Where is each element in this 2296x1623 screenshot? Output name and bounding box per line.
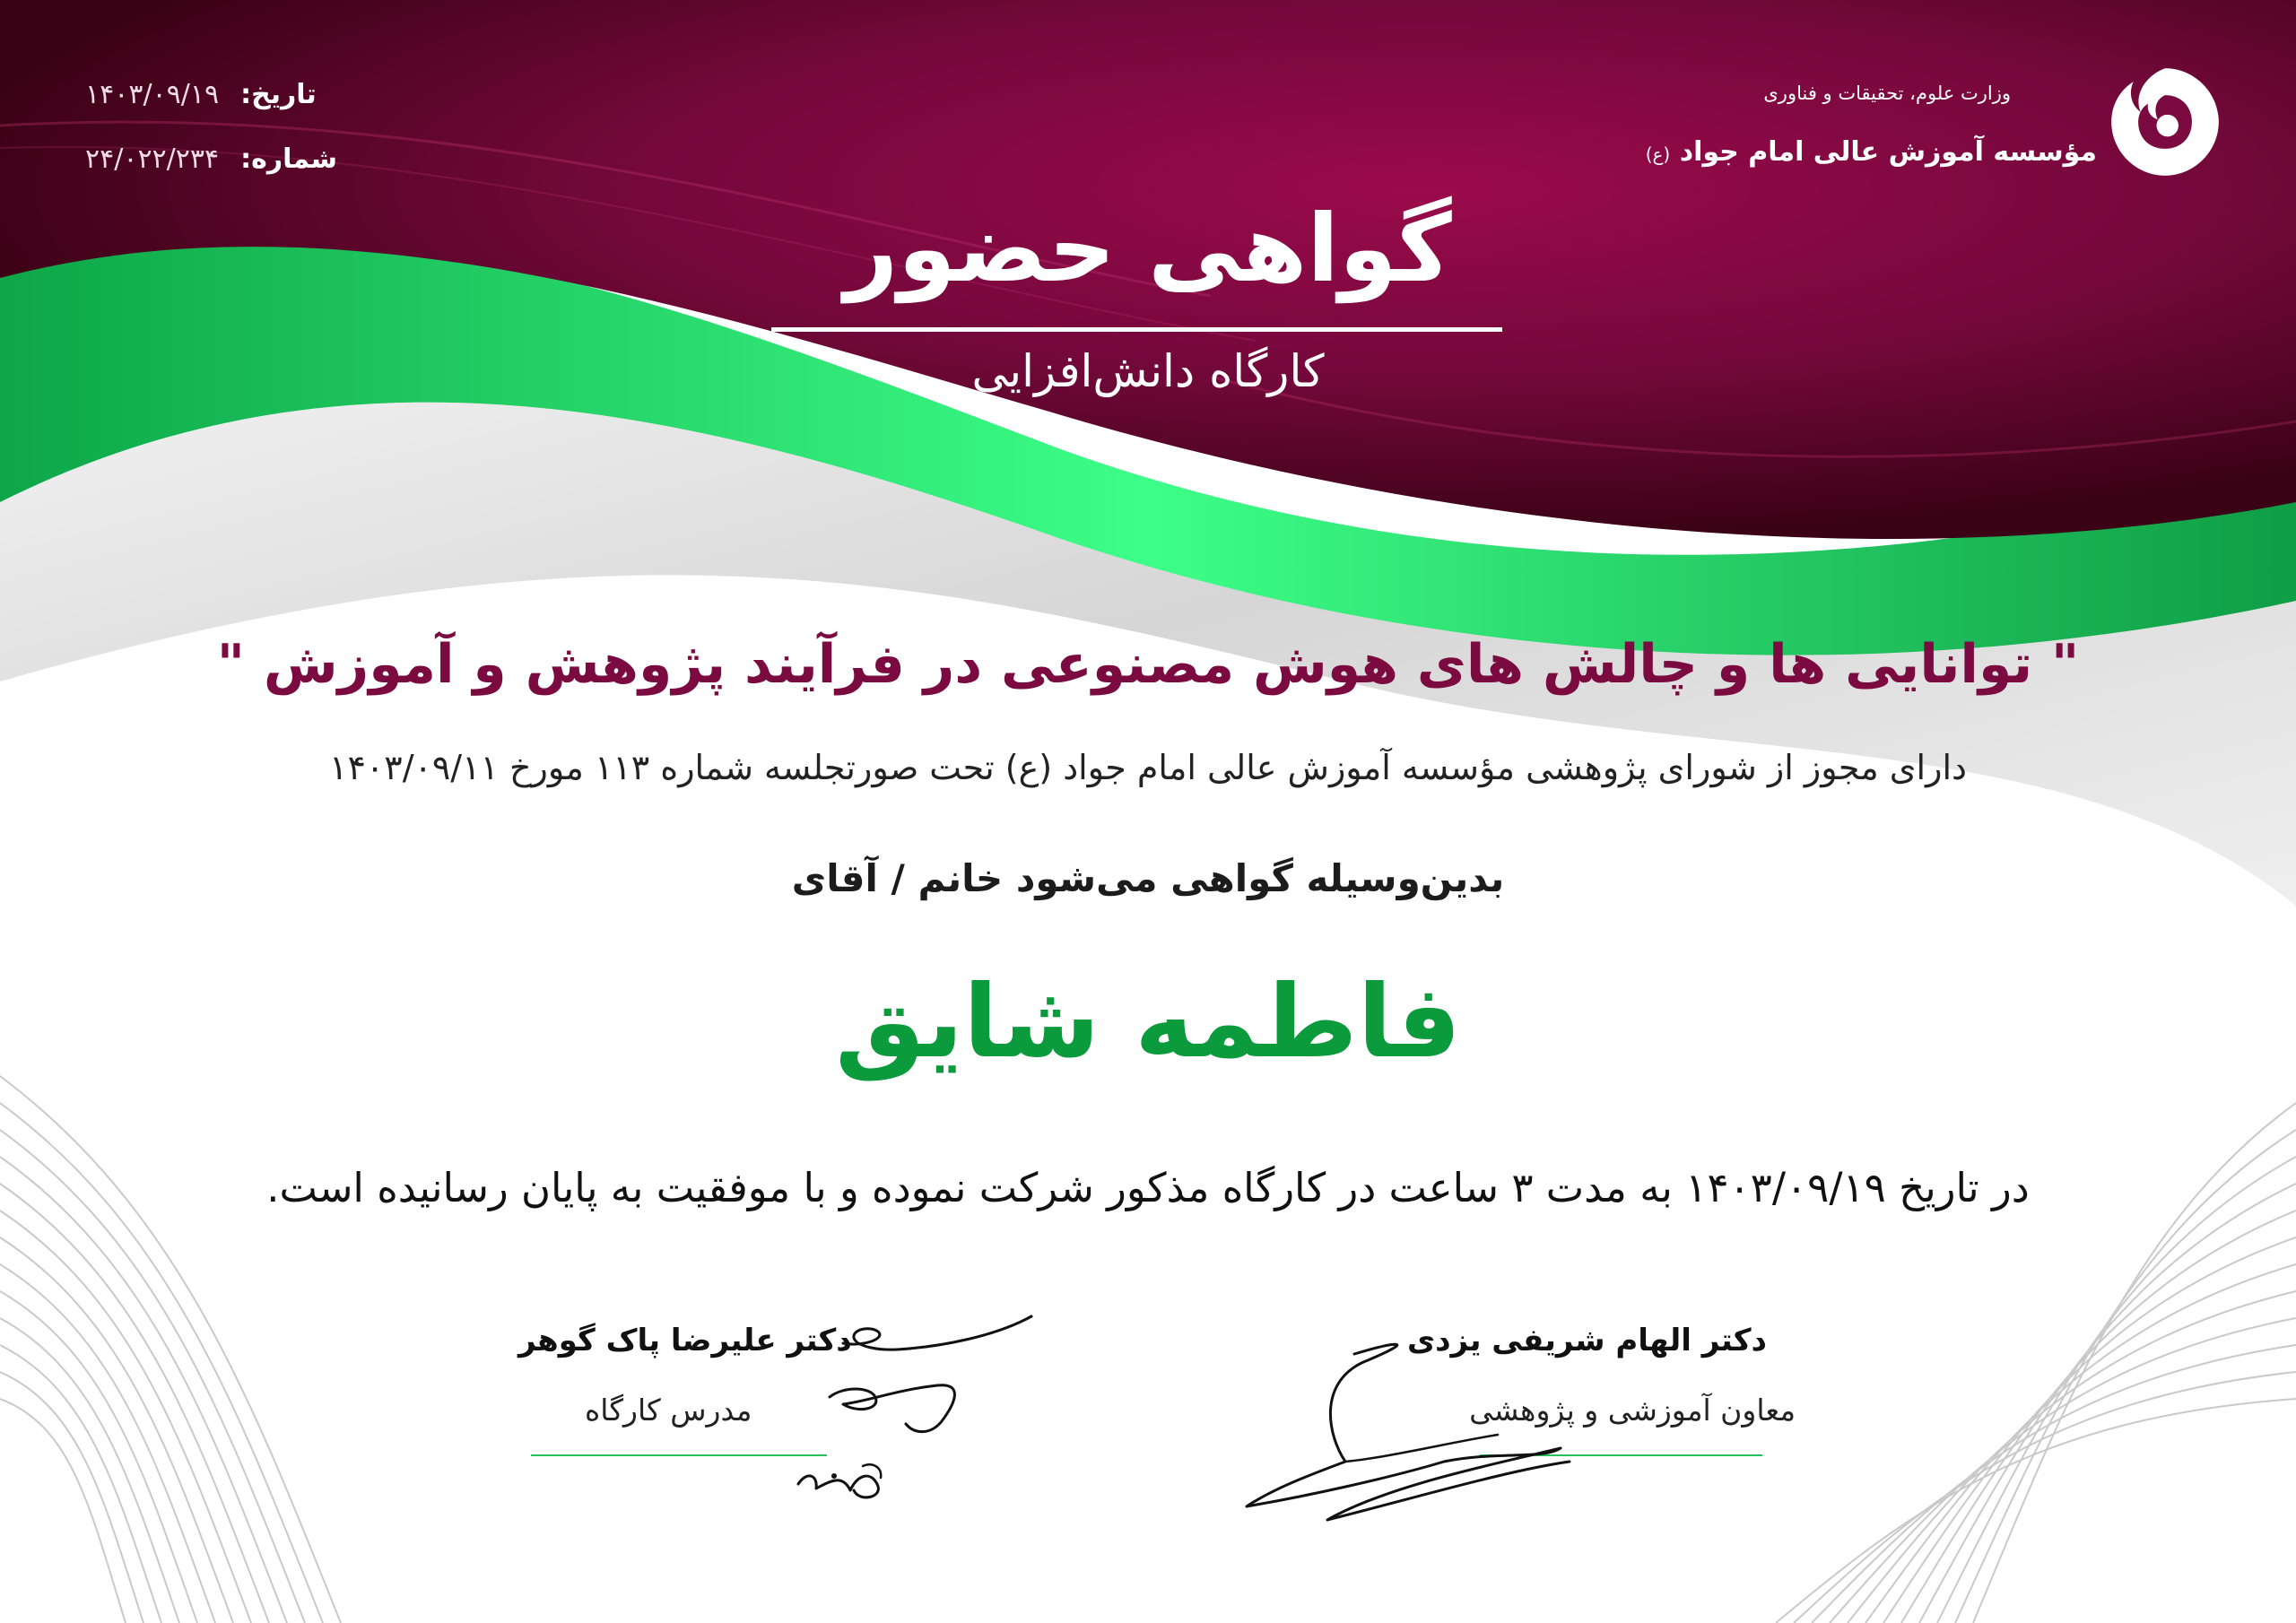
number-label: شماره: [240, 143, 337, 175]
recipient-name: فاطمه شایق [834, 964, 1462, 1081]
date-row [85, 79, 317, 110]
title-divider [771, 327, 1502, 332]
signer-right-role: معاون آموزشی و پژوهشی [1469, 1393, 1796, 1428]
completion-text: در تاریخ ۱۴۰۳/۰۹/۱۹ به مدت ۳ ساعت در کارگاه مذکور شرکت نموده و با موفقیت به پایان رسانیده است. [266, 1164, 2030, 1211]
institute-honorific: (ع) [1645, 143, 1671, 165]
institute-name-text: مؤسسه آموزش عالی امام جواد [1679, 136, 2097, 168]
date-label: تاریخ: [240, 79, 317, 110]
certificate-title: گواهی حضور [844, 194, 1452, 303]
institute-name [1646, 136, 2097, 168]
signer-left-role: مدرس کارگاه [585, 1393, 752, 1428]
institute-logo-icon [2104, 61, 2226, 183]
certify-line: بدین‌وسیله گواهی می‌شود خانم / آقای [791, 856, 1505, 900]
date-value: ۱۴۰۳/۰۹/۱۹ [85, 79, 220, 110]
license-text: دارای مجوز از شورای پژوهشی مؤسسه آموزش عالی امام جواد (ع) تحت صورتجلسه شماره ۱۱۳ مورخ ۱۴۰۳/۰۹/۱۱ [329, 748, 1967, 787]
number-value: ۲۴/۰۲۲/۲۳۴ [85, 143, 220, 175]
line-fan-left [0, 1076, 341, 1623]
number-row [85, 143, 337, 175]
certificate-subtitle: کارگاه دانش‌افزایی [971, 345, 1325, 397]
signature-left [771, 1300, 1058, 1524]
ministry-text: وزارت علوم، تحقیقات و فناوری [1763, 82, 2011, 104]
signer-right-name: دکتر الهام شریفی یزدی [1406, 1323, 1767, 1358]
signer-left-name: دکتر علیرضا پاک گوهر [518, 1323, 852, 1358]
signature-right [1211, 1327, 1596, 1542]
workshop-topic: " توانایی ها و چالش های هوش مصنوعی در فرآیند پژوهش و آموزش " [216, 633, 2080, 696]
